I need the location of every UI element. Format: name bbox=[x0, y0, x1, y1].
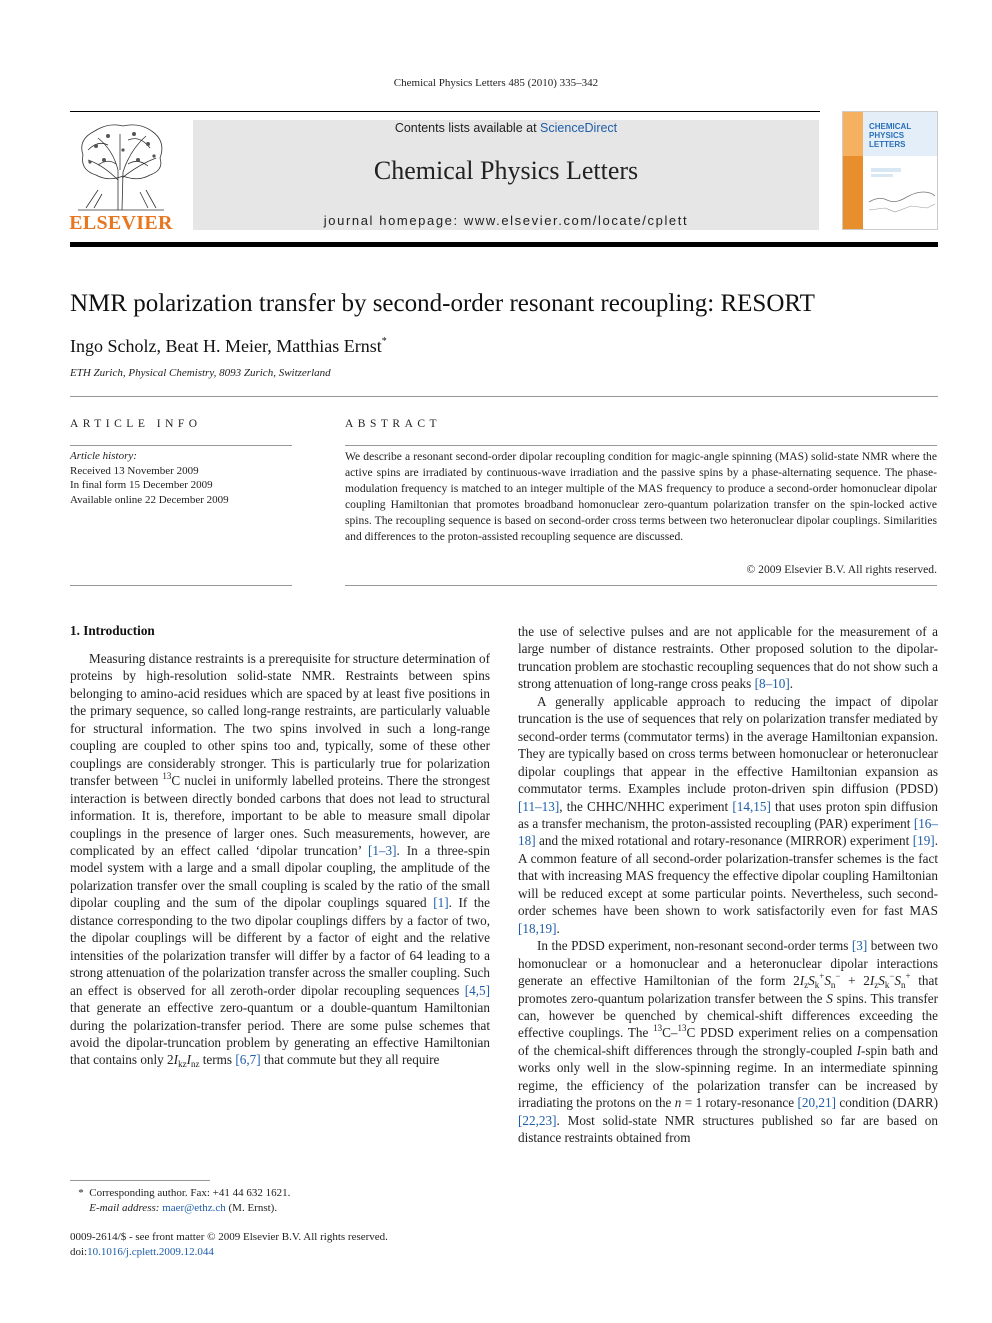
abstract-text: We describe a resonant second-order dipolar recoupling condition for magic-angle spinning (MAS) solid-state NMR where the active spins are irradiated by continuous-wave irradiation and the passive spins by a phase-alternating sequence. The phase-modulation frequency is matched to an integer multiple of the MAS frequency to produce a second-order homonuclear dipolar coupling Hamiltonian that promotes broadband homonuclear zero-quantum polarization transfer on the spin-locked active spins. The recoupling sequence is based on second-order cross terms between two heteronuclear dipolar couplings. Similarities and differences to the proton-assisted recoupling sequence are discussed. bbox=[345, 450, 937, 543]
citation-link[interactable]: [6,7] bbox=[235, 1052, 261, 1068]
elsevier-tree-icon bbox=[68, 120, 174, 212]
citation-link[interactable]: [4,5] bbox=[464, 982, 490, 998]
citation-link[interactable]: [19] bbox=[912, 833, 935, 849]
article-info-heading: ARTICLE INFO bbox=[70, 418, 202, 430]
header-rule bbox=[70, 242, 938, 247]
body-paragraph: Measuring distance restraints is a prerequisite for structure determination of proteins by high-resolution solid-state NMR. Restraints between spins belonging to amino-acid residues which are spaced by at least five positions in the primary sequence, so called long-range restraints, are particularly valuable for structural information. The two spins involved in such a long-range coupling are coupled to other spins too and, typically, some of these other couplings are considerably stronger. This is particularly true for polarization transfer between $^{13}$C nuclei in uniformly labelled proteins. There the strongest interaction is between directly bonded carbons that does not lead to structural information. It is, therefore, important to be able to measure small dipolar couplings in the presence of larger ones. Such measurements, however, are complicated by an effect called ‘dipolar truncation’ [1–3]. In a three-spin model system with a large and a small dipolar coupling, the amplitude of the polarization transfer over the small coupling is scaled by the ratio of the small dipolar coupling and the sum of the dipolar couplings squared [1]. If the distance corresponding to the two dipolar couplings differs by a factor of two, the dipolar couplings will be different by a factor of eight and the relative intensities of the polarization transfer will differ by a factor of 64 leading to a strong attenuation of the polarization transfer across the smaller coupling. Such an effect is observed for all zeroth-order dipolar recoupling sequences [4,5] that generate an effective zero-quantum or a double-quantum Hamiltonian during the polarization-transfer period. There are some pulse schemes that avoid the dipolar-truncation problem by generating an effective Hamiltonian that contains only $2I_{kz}I_{nz}$ terms [6,7] that commute but they all require bbox=[70, 651, 490, 1070]
article-history bbox=[70, 449, 229, 507]
cover-figure-icon bbox=[865, 162, 937, 228]
footnote bbox=[70, 1186, 290, 1215]
issn-line: 0009-2614/$ - see front matter © 2009 Elsevier B.V. All rights reserved. bbox=[70, 1231, 388, 1243]
author-list: Ingo Scholz, Beat H. Meier, Matthias Ernst bbox=[70, 336, 382, 356]
journal-citation: Chemical Physics Letters 485 (2010) 335–342 bbox=[393, 77, 599, 89]
header-top-rule bbox=[70, 111, 820, 112]
abstract-heading: ABSTRACT bbox=[345, 418, 442, 430]
front-matter-rule bbox=[70, 396, 938, 397]
article-affiliation: ETH Zurich, Physical Chemistry, 8093 Zurich, Switzerland bbox=[70, 367, 331, 379]
body-paragraph: A generally applicable approach to reducing the impact of dipolar truncation is the use of sequences that rely on polarization transfer mediated by second-order terms (commutator terms) in the average Hamiltonian expansion. They are typically based on cross terms between homonuclear or heteronuclear dipolar couplings that appear in the effective Hamiltonian expansion as commutator terms. Examples include proton-driven spin diffusion (PDSD) [11–13], the CHHC/NHHC experiment [14,15] that uses proton spin diffusion as a transfer mechanism, the proton-assisted recoupling (PAR) experiment [16–18] and the mixed rotational and rotary-resonance (MIRROR) experiment [19]. A common feature of all second-order polarization-transfer schemes is the fact that with increasing MAS frequency the effective dipolar coupling Hamiltonian will be reduced except at some particular points. Nevertheless, such second-order schemes have been shown to work satisfactorily even for fast MAS [18,19]. bbox=[518, 693, 938, 936]
citation-link[interactable]: [16–18] bbox=[518, 815, 938, 849]
citation-link[interactable]: [20,21] bbox=[797, 1095, 836, 1111]
history-label: Article history: bbox=[70, 450, 137, 462]
sciencedirect-link[interactable]: ScienceDirect bbox=[540, 121, 618, 135]
issn-block bbox=[70, 1230, 388, 1259]
contents-line bbox=[193, 121, 819, 135]
footnote-rule bbox=[70, 1180, 210, 1181]
body-column-right bbox=[518, 623, 938, 1147]
history-revised: In final form 15 December 2009 bbox=[70, 479, 213, 491]
journal-cover-thumbnail[interactable] bbox=[842, 111, 938, 230]
doi-line: doi:10.1016/j.cplett.2009.12.044 bbox=[70, 1245, 214, 1258]
email-link[interactable]: maer@ethz.ch bbox=[162, 1201, 226, 1214]
history-received: Received 13 November 2009 bbox=[70, 464, 199, 477]
article-info-rule-bottom bbox=[70, 585, 292, 586]
body-column-left bbox=[70, 650, 490, 1069]
citation-link[interactable]: [3] bbox=[851, 938, 868, 954]
cover-side-strip-lower bbox=[843, 156, 863, 230]
journal-homepage[interactable]: journal homepage: www.elsevier.com/locate/cplett bbox=[323, 213, 689, 228]
doi-link[interactable]: 10.1016/j.cplett.2009.12.044 bbox=[87, 1245, 214, 1258]
footnote-corresponding: * Corresponding author. Fax: +41 44 632 1621. bbox=[78, 1187, 291, 1199]
citation-link[interactable]: [18,19] bbox=[518, 920, 557, 936]
abstract-copyright: © 2009 Elsevier B.V. All rights reserved. bbox=[746, 563, 937, 576]
citation-link[interactable]: [14,15] bbox=[732, 798, 771, 814]
citation-link[interactable]: [11–13] bbox=[518, 798, 560, 814]
journal-title: Chemical Physics Letters bbox=[373, 156, 639, 185]
abstract-rule-top bbox=[345, 445, 937, 446]
article-title: NMR polarization transfer by second-order resonant recoupling: RESORT bbox=[70, 290, 815, 317]
citation-link[interactable]: [1] bbox=[433, 895, 449, 911]
contents-prefix: Contents lists available at bbox=[394, 121, 537, 135]
cover-title: CHEMICAL PHYSICS LETTERS bbox=[869, 122, 912, 149]
body-paragraph: the use of selective pulses and are not applicable for the measurement of a large number of distance restraints. Other proposed solution to the dipolar-truncation problem are stochastic recoupling sequences that do not show such a strong attenuation of long-range cross peaks [8–10]. bbox=[518, 624, 938, 692]
footnote-email: E-mail address: maer@ethz.ch (M. Ernst). bbox=[89, 1201, 278, 1214]
history-online: Available online 22 December 2009 bbox=[70, 493, 229, 506]
corresponding-author-mark[interactable]: * bbox=[381, 336, 387, 347]
citation-link[interactable]: [22,23] bbox=[518, 1112, 557, 1128]
citation-link[interactable]: [8–10] bbox=[754, 676, 790, 692]
section-heading-introduction: 1. Introduction bbox=[70, 623, 155, 638]
article-info-rule-top bbox=[70, 445, 292, 446]
elsevier-logo[interactable] bbox=[68, 120, 174, 232]
citation-link[interactable]: [1–3] bbox=[367, 842, 397, 858]
elsevier-wordmark: ELSEVIER bbox=[69, 212, 173, 234]
body-paragraph: In the PDSD experiment, non-resonant second-order terms [3] between two homonuclear or a homonuclear and a heteronuclear dipolar interactions generate an effective Hamiltonian of the form $2I_zS_k^+S_n^- + 2I_zS_k^-S_n^+$ that promotes zero-quantum polarization transfer between the S spins. This transfer can, however be quenched by chemical-shift differences exceeding the effective couplings. The $^{13}$C–$^{13}$C PDSD experiment relies on a compensation of the chemical-shift differences through the strongly-coupled I-spin bath and works only well in the slow-spinning regime. In an intermediate spinning regime, the efficiency of the polarization transfer can be increased by irradiating the protons on the n = 1 rotary-resonance [20,21] condition (DARR) [22,23]. Most solid-state NMR structures published so far are based on distance restraints obtained from bbox=[518, 938, 939, 1146]
article-authors bbox=[70, 336, 387, 357]
abstract-rule-bottom bbox=[345, 585, 937, 586]
journal-banner bbox=[193, 120, 819, 230]
